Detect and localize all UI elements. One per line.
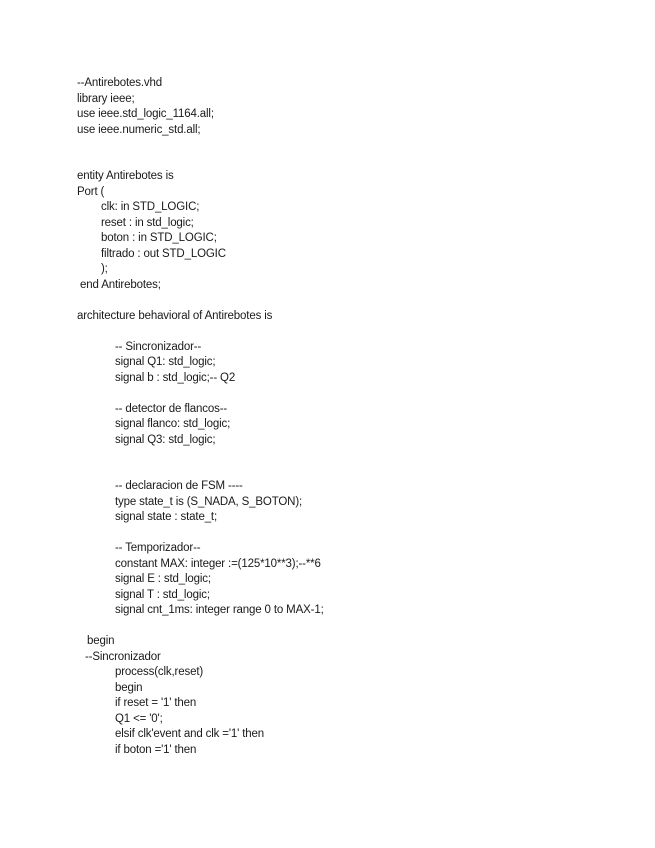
code-line: signal Q1: std_logic;: [115, 356, 216, 368]
code-line: -- Sincronizador--: [115, 340, 202, 353]
code-line: constant MAX: integer :=(125*10**3);--**6: [115, 557, 321, 570]
code-line: type state_t is (S_NADA, S_BOTON);: [115, 495, 303, 508]
code-line: if reset = '1' then: [115, 697, 197, 709]
code-line: library ieee;: [77, 92, 135, 105]
code-line: [77, 464, 637, 480]
code-line: clk: in STD_LOGIC;: [101, 201, 200, 213]
code-line: [77, 619, 637, 635]
code-line: Q1 <= '0';: [115, 712, 163, 725]
code-line: [77, 138, 637, 154]
code-line: [77, 293, 637, 309]
code-line: signal E : std_logic;: [115, 573, 211, 585]
code-line: use ieee.numeric_std.all;: [77, 123, 201, 136]
code-line: process(clk,reset): [115, 666, 204, 678]
code-line: );: [101, 263, 108, 275]
code-line: --Antirebotes.vhd: [77, 77, 163, 89]
code-line: [77, 448, 637, 464]
code-line: signal state : state_t;: [115, 511, 218, 523]
code-line: begin: [87, 635, 115, 647]
code-line: signal b : std_logic;-- Q2: [115, 371, 236, 384]
code-line: [77, 154, 637, 170]
code-line: architecture behavioral of Antirebotes is: [77, 309, 273, 322]
code-line: -- detector de flancos--: [115, 402, 228, 415]
code-line: elsif clk'event and clk ='1' then: [115, 728, 264, 740]
code-line: use ieee.std_logic_1164.all;: [77, 108, 214, 120]
code-line: -- declaracion de FSM ----: [115, 480, 243, 492]
code-line: [77, 324, 637, 340]
code-line: signal Q3: std_logic;: [115, 433, 216, 446]
code-line: -- Temporizador--: [115, 542, 201, 554]
code-line: if boton ='1' then: [115, 743, 197, 756]
code-line: Port (: [77, 185, 105, 198]
code-line: boton : in STD_LOGIC;: [101, 232, 217, 244]
code-listing: [77, 76, 637, 758]
code-line: signal T : std_logic;: [115, 588, 210, 601]
code-line: --Sincronizador: [85, 650, 161, 663]
code-line: filtrado : out STD_LOGIC: [101, 247, 226, 260]
code-line: entity Antirebotes is: [77, 170, 174, 182]
code-line: end Antirebotes;: [77, 278, 161, 291]
code-line: begin: [115, 681, 143, 694]
code-line: [77, 386, 637, 402]
code-line: reset : in std_logic;: [101, 216, 194, 229]
code-line: signal flanco: std_logic;: [115, 418, 231, 430]
code-line: [77, 526, 637, 542]
code-line: signal cnt_1ms: integer range 0 to MAX-1;: [115, 604, 324, 616]
